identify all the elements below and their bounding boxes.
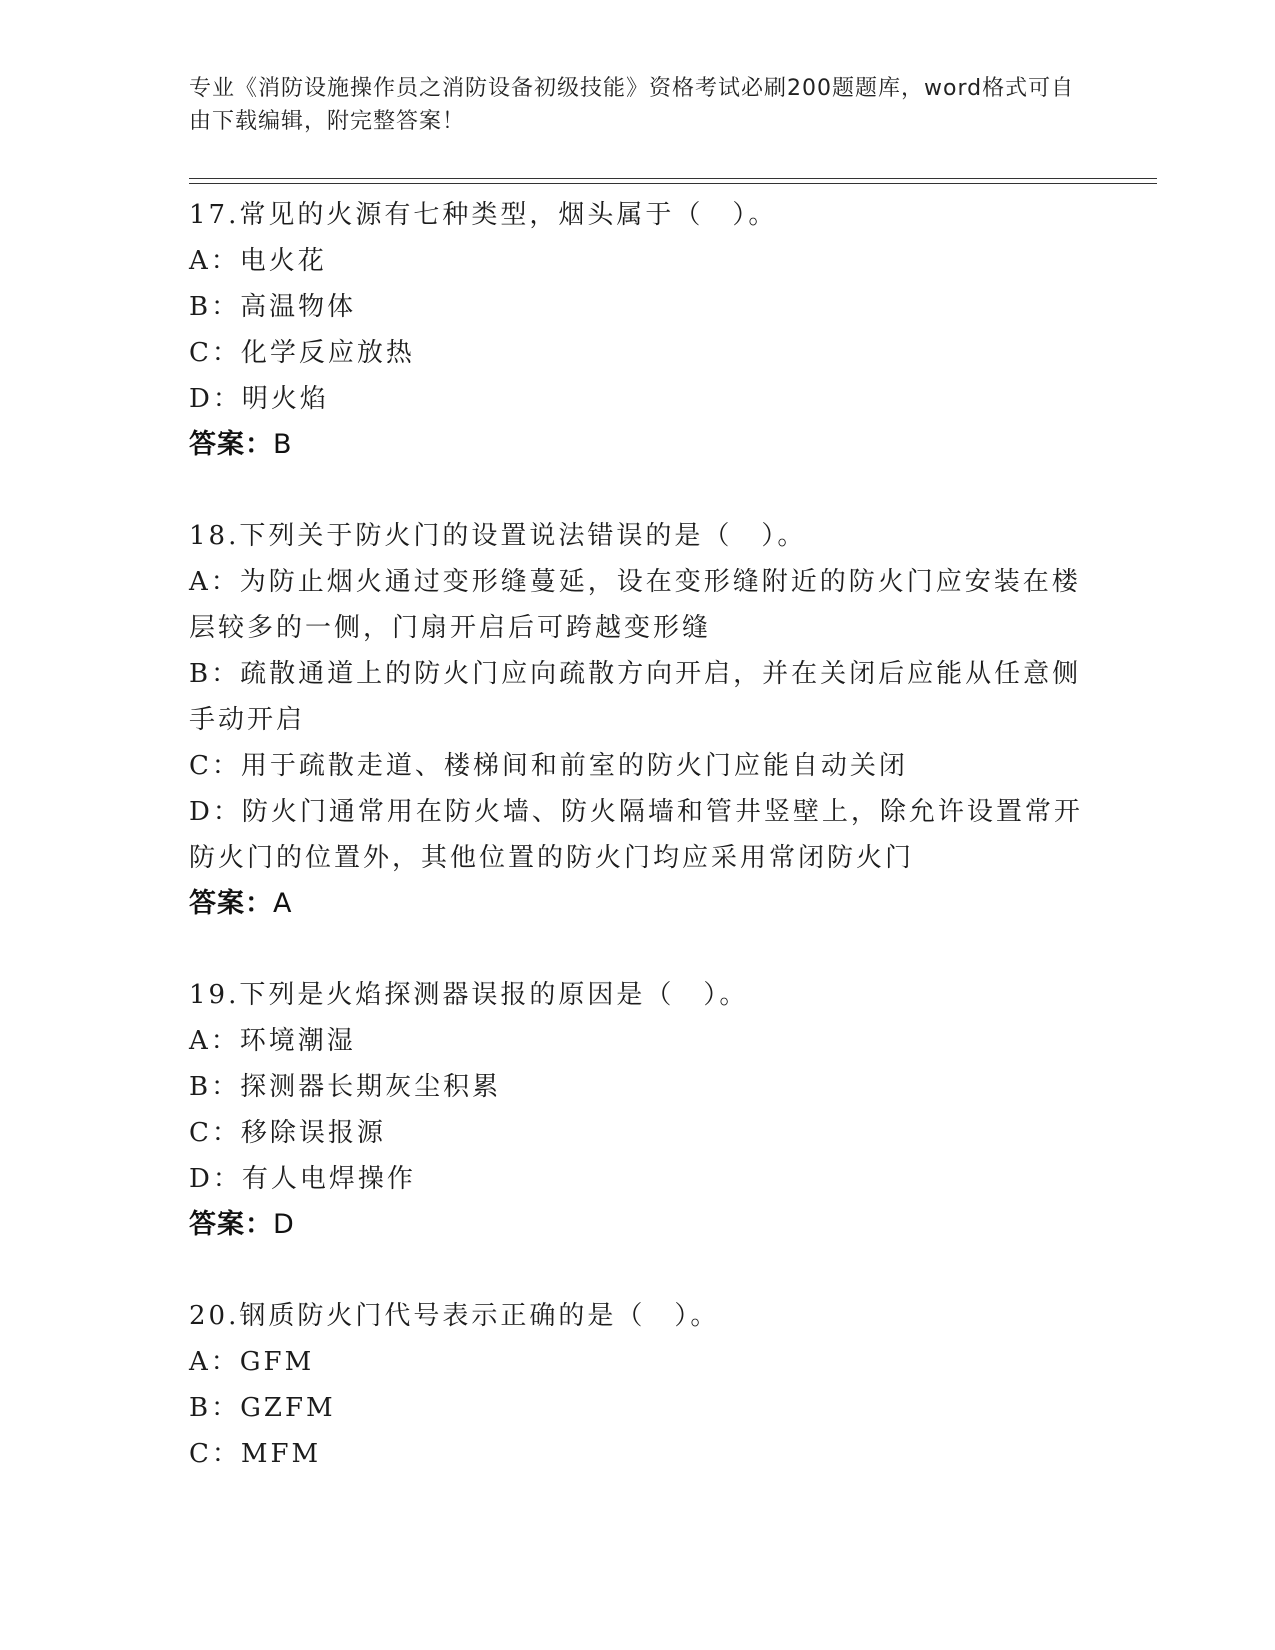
document-header: 专业《消防设施操作员之消防设备初级技能》资格考试必刷200题题库，word格式可自由下载编辑，附完整答案！ bbox=[189, 76, 1075, 134]
question-stem: 18.下列关于防火门的设置说法错误的是（ ）。 bbox=[189, 521, 807, 551]
answer-line bbox=[189, 881, 1089, 927]
question-17 bbox=[189, 192, 1089, 468]
answer-label: 答案： bbox=[189, 429, 273, 460]
header-divider-bottom bbox=[189, 183, 1157, 184]
question-stem: 20.钢质防火门代号表示正确的是（ ）。 bbox=[189, 1301, 720, 1331]
question-list bbox=[189, 192, 1089, 1522]
option-b: B：高温物体 bbox=[189, 292, 357, 322]
option-c: C：用于疏散走道、楼梯间和前室的防火门应能自动关闭 bbox=[189, 751, 908, 781]
question-stem: 19.下列是火焰探测器误报的原因是（ ）。 bbox=[189, 980, 749, 1010]
option-b: B：疏散通道上的防火门应向疏散方向开启，并在关闭后应能从任意侧手动开启 bbox=[189, 659, 1082, 735]
option-c: C：移除误报源 bbox=[189, 1118, 386, 1148]
answer-line bbox=[189, 422, 1089, 468]
option-a: A：为防止烟火通过变形缝蔓延，设在变形缝附近的防火门应安装在楼层较多的一侧，门扇开启后可跨越变形缝 bbox=[189, 567, 1081, 643]
question-20 bbox=[189, 1293, 1089, 1477]
option-c: C：MFM bbox=[189, 1439, 322, 1469]
option-d: D：明火焰 bbox=[189, 384, 329, 414]
answer-value: B bbox=[273, 429, 293, 460]
answer-value: A bbox=[273, 888, 293, 919]
option-b: B：探测器长期灰尘积累 bbox=[189, 1072, 502, 1102]
question-18 bbox=[189, 513, 1089, 927]
option-a: A：环境潮湿 bbox=[189, 1026, 356, 1056]
header-divider-top bbox=[189, 178, 1157, 179]
answer-line bbox=[189, 1202, 1089, 1248]
answer-label: 答案： bbox=[189, 1209, 273, 1240]
answer-value: D bbox=[273, 1209, 295, 1240]
question-19 bbox=[189, 972, 1089, 1248]
answer-label: 答案： bbox=[189, 888, 273, 919]
option-a: A：电火花 bbox=[189, 246, 327, 276]
option-a: A：GFM bbox=[189, 1347, 315, 1377]
option-c: C：化学反应放热 bbox=[189, 338, 415, 368]
option-b: B：GZFM bbox=[189, 1393, 336, 1423]
option-d: D：防火门通常用在防火墙、防火隔墙和管井竖壁上，除允许设置常开防火门的位置外，其他位置的防火门均应采用常闭防火门 bbox=[189, 797, 1083, 873]
question-stem: 17.常见的火源有七种类型，烟头属于（ ）。 bbox=[189, 200, 778, 230]
option-d: D：有人电焊操作 bbox=[189, 1164, 416, 1194]
